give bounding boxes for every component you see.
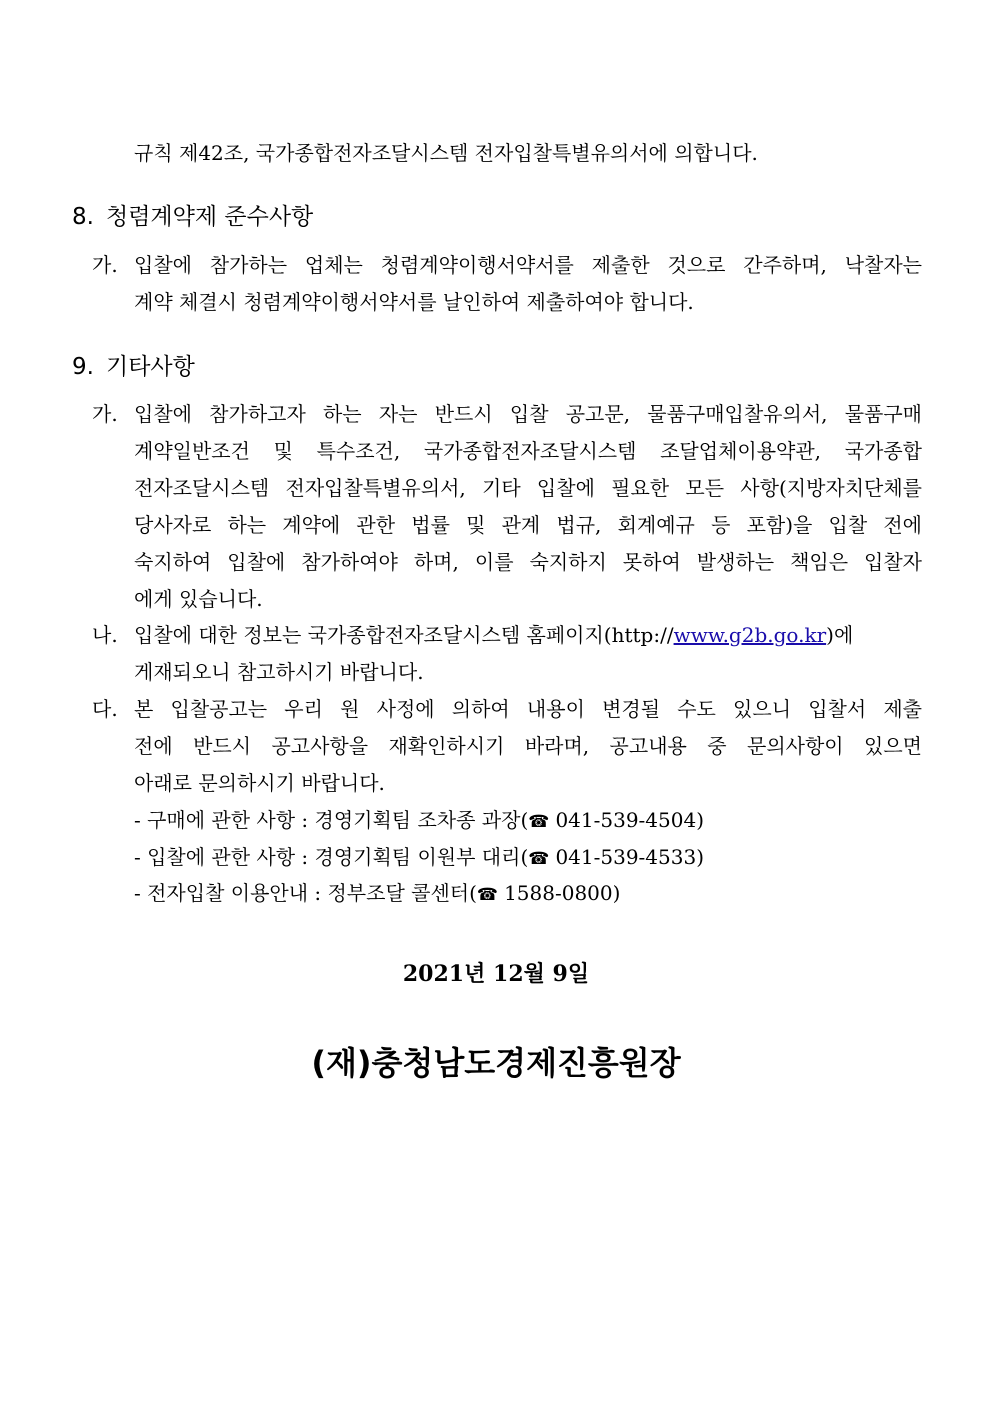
section-9-item-da-line2: 전에 반드시 공고사항을 재확인하시기 바라며, 공고내용 중 문의사항이 있으면: [134, 734, 922, 758]
contact-ebid-phone: 1588-0800: [504, 881, 613, 905]
section-9-item-da-line1: 본 입찰공고는 우리 원 사정에 의하여 내용이 변경될 수도 있으니 입찰서 제출: [134, 697, 922, 721]
contact-purchase-text: - 구매에 관한 사항 : 경영기획팀 조차종 과장(: [134, 808, 529, 832]
section-9-item-ga-marker: 가.: [92, 402, 118, 426]
section-9-item-na-marker: 나.: [92, 623, 118, 647]
section-8-title: 청렴계약제 준수사항: [106, 204, 314, 230]
section-9-heading: [72, 352, 195, 382]
section-9-item-ga-line5: 숙지하여 입찰에 참가하여야 하며, 이를 숙지하지 못하여 발생하는 책임은 입찰자: [134, 550, 922, 574]
section-9-item-ga-line6: 에게 있습니다.: [134, 587, 263, 611]
section-9-item-ga-line2: 계약일반조건 및 특수조건, 국가종합전자조달시스템 조달업체이용약관, 국가종합: [134, 439, 922, 463]
section-9-item-na-line1-post: )에: [826, 623, 854, 647]
telephone-icon: ☎: [476, 885, 499, 905]
section-8-number: 8.: [72, 204, 94, 230]
contact-bidding: [134, 844, 704, 872]
intro-line: 규칙 제42조, 국가종합전자조달시스템 전자입찰특별유의서에 의합니다.: [134, 141, 758, 165]
organization-name: (재)충청남도경제진흥원장: [311, 1044, 681, 1082]
contact-purchase: [134, 807, 704, 835]
telephone-icon: ☎: [528, 812, 550, 832]
section-9-title: 기타사항: [106, 354, 195, 380]
telephone-icon: ☎: [528, 849, 550, 869]
section-9-item-ga-line4: 당사자로 하는 계약에 관한 법률 및 관계 법규, 회계예규 등 포함)을 입찰 전에: [134, 513, 922, 537]
section-8-item-ga-line1: 입찰에 참가하는 업체는 청렴계약이행서약서를 제출한 것으로 간주하며, 낙찰자는: [134, 253, 922, 277]
contact-bidding-text: - 입찰에 관한 사항 : 경영기획팀 이원부 대리(: [134, 845, 529, 869]
section-8-item-ga-line2: 계약 체결시 청렴계약이행서약서를 날인하여 제출하여야 합니다.: [134, 290, 694, 314]
contact-bidding-close: ): [696, 845, 705, 869]
section-9-item-na-line2: 게재되오니 참고하시기 바랍니다.: [134, 660, 424, 684]
contact-ebid-text: - 전자입찰 이용안내 : 정부조달 콜센터(: [134, 881, 477, 905]
contact-purchase-close: ): [696, 808, 705, 832]
section-8-item-ga-marker: 가.: [92, 253, 118, 277]
section-8-heading: [72, 202, 313, 232]
contact-ebid-close: ): [612, 881, 621, 905]
contact-ebid: [134, 880, 620, 908]
section-9-item-da-line3: 아래로 문의하시기 바랍니다.: [134, 771, 385, 795]
section-9-item-ga-line3: 전자조달시스템 전자입찰특별유의서, 기타 입찰에 필요한 모든 사항(지방자치단체를: [134, 476, 922, 500]
contact-bidding-phone: 041-539-4533: [555, 845, 697, 869]
section-9-item-da-marker: 다.: [92, 697, 118, 721]
section-9-item-ga-line1: 입찰에 참가하고자 하는 자는 반드시 입찰 공고문, 물품구매입찰유의서, 물품구매: [134, 402, 922, 426]
section-9-item-na-line1: [134, 622, 922, 648]
g2b-link[interactable]: www.g2b.go.kr: [673, 623, 827, 647]
notice-date: 2021년 12월 9일: [402, 961, 590, 987]
contact-purchase-phone: 041-539-4504: [555, 808, 697, 832]
section-9-item-na-line1-pre: 입찰에 대한 정보는 국가종합전자조달시스템 홈페이지(http://: [134, 623, 674, 647]
section-9-number: 9.: [72, 354, 94, 380]
